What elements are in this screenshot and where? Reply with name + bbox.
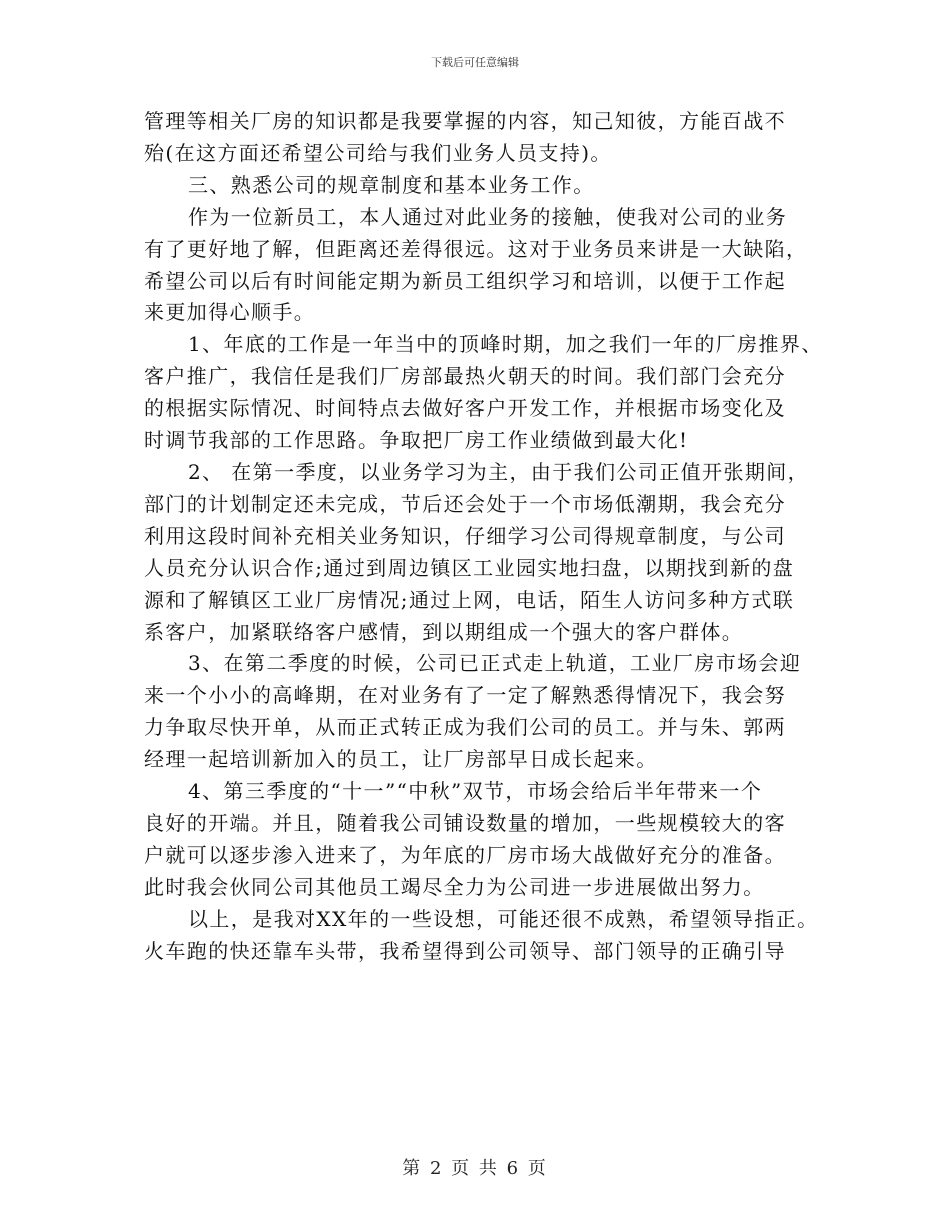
text-line: 管理等相关厂房的知识都是我要掌握的内容，知己知彼，方能百战不 xyxy=(144,109,786,133)
text-line: 人员充分认识合作;通过到周边镇区工业园实地扫盘，以期找到新的盘 xyxy=(144,555,795,580)
text-line: 作为一位新员工，本人通过对此业务的接触，使我对公司的业务 xyxy=(188,204,788,229)
text-line: 1、年底的工作是一年当中的顶峰时期，加之我们一年的厂房推界、 xyxy=(188,332,823,357)
text-line: 利用这段时间补充相关业务知识，仔细学习公司得规章制度，与公司 xyxy=(144,523,786,548)
text-line: 3、在第二季度的时候，公司已正式走上轨道，工业厂房市场会迎 xyxy=(188,651,802,676)
text-line: 殆(在这方面还希望公司给与我们业务人员支持)。 xyxy=(144,140,612,165)
text-line: 经理一起培训新加入的员工，让厂房部早日成长起来。 xyxy=(144,747,658,772)
text-line: 有了更好地了解，但距离还差得很远。这对于业务员来讲是一大缺陷， xyxy=(144,236,808,261)
text-line: 此时我会伙同公司其他员工竭尽全力为公司进一步进展做出努力。 xyxy=(144,874,765,899)
text-line: 良好的开端。并且，随着我公司铺设数量的增加，一些规模较大的客 xyxy=(144,810,786,835)
text-line: 火车跑的快还靠车头带，我希望得到公司领导、部门领导的正确引导 xyxy=(144,938,786,963)
text-line: 源和了解镇区工业厂房情况;通过上网，电话，陌生人访问多种方式联 xyxy=(144,587,795,612)
text-line: 客户推广，我信任是我们厂房部最热火朝天的时间。我们部门会充分 xyxy=(144,364,786,389)
text-line: 户就可以逐步渗入进来了，为年底的厂房市场大战做好充分的准备。 xyxy=(144,842,786,867)
text-line: 以上，是我对XX年的一些设想，可能还很不成熟，希望领导指正。 xyxy=(188,906,819,931)
text-line: 系客户，加紧联络客户感情，到以期组成一个强大的客户群体。 xyxy=(144,619,744,644)
page-number: 第 2 页 共 6 页 xyxy=(402,1158,548,1179)
text-line: 来一个小小的高峰期，在对业务有了一定了解熟悉得情况下，我会努 xyxy=(144,683,786,708)
text-line: 力争取尽快开单，从而正式转正成为我们公司的员工。并与朱、郭两 xyxy=(144,715,786,740)
document-body xyxy=(144,106,824,967)
text-line: 4、第三季度的“十一”“中秋”双节，市场会给后半年带来一个 xyxy=(188,779,763,804)
section-heading: 三、熟悉公司的规章制度和基本业务工作。 xyxy=(188,172,595,197)
text-line: 希望公司以后有时间能定期为新员工组织学习和培训，以便于工作起 xyxy=(144,268,786,293)
text-line: 时调节我部的工作思路。争取把厂房工作业绩做到最大化! xyxy=(144,428,689,453)
text-line: 的根据实际情况、时间特点去做好客户开发工作，并根据市场变化及 xyxy=(144,396,786,421)
page-header-note: 下载后可任意编辑 xyxy=(431,56,519,69)
text-line: 2、 在第一季度，以业务学习为主，由于我们公司正值开张期间， xyxy=(188,459,810,484)
text-line: 来更加得心顺手。 xyxy=(144,300,316,325)
text-line: 部门的计划制定还未完成，节后还会处于一个市场低潮期，我会充分 xyxy=(144,491,786,516)
